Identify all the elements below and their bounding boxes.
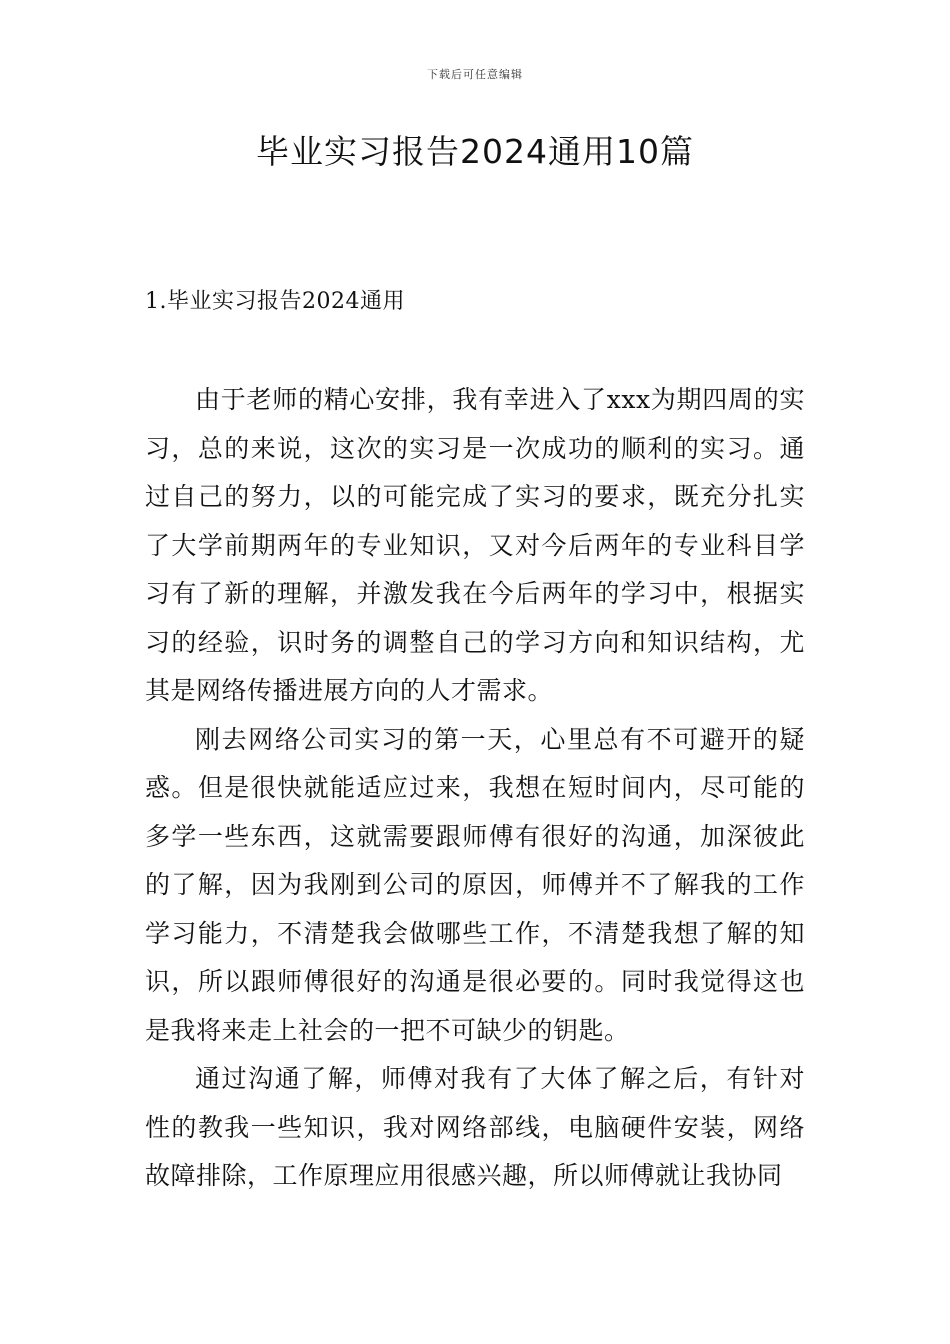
document-title: 毕业实习报告2024通用10篇 <box>256 132 694 171</box>
paragraph-2: 刚去网络公司实习的第一天，心里总有不可避开的疑惑。但是很快就能适应过来，我想在短时间内，尽可能的多学一些东西，这就需要跟师傅有很好的沟通，加深彼此的了解，因为我刚到公司的原因，师傅并不了解我的工作学习能力，不清楚我会做哪些工作，不清楚我想了解的知识，所以跟师傅很好的沟通是很必要的。同时我觉得这也是我将来走上社会的一把不可缺少的钥匙。 <box>145 724 805 1045</box>
section-heading: 1.毕业实习报告2024通用 <box>145 289 405 314</box>
header-note: 下载后可任意编辑 <box>427 68 523 81</box>
body-text <box>145 376 805 1201</box>
paragraph-1: 由于老师的精心安排，我有幸进入了xxx为期四周的实习，总的来说，这次的实习是一次成功的顺利的实习。通过自己的努力，以的可能完成了实习的要求，既充分扎实了大学前期两年的专业知识，又对今后两年的专业科目学习有了新的理解，并激发我在今后两年的学习中，根据实习的经验，识时务的调整自己的学习方向和知识结构，尤其是网络传播进展方向的人才需求。 <box>145 385 805 705</box>
paragraph-3: 通过沟通了解，师傅对我有了大体了解之后，有针对性的教我一些知识，我对网络部线，电脑硬件安装，网络故障排除，工作原理应用很感兴趣，所以师傅就让我协同 <box>145 1064 805 1190</box>
